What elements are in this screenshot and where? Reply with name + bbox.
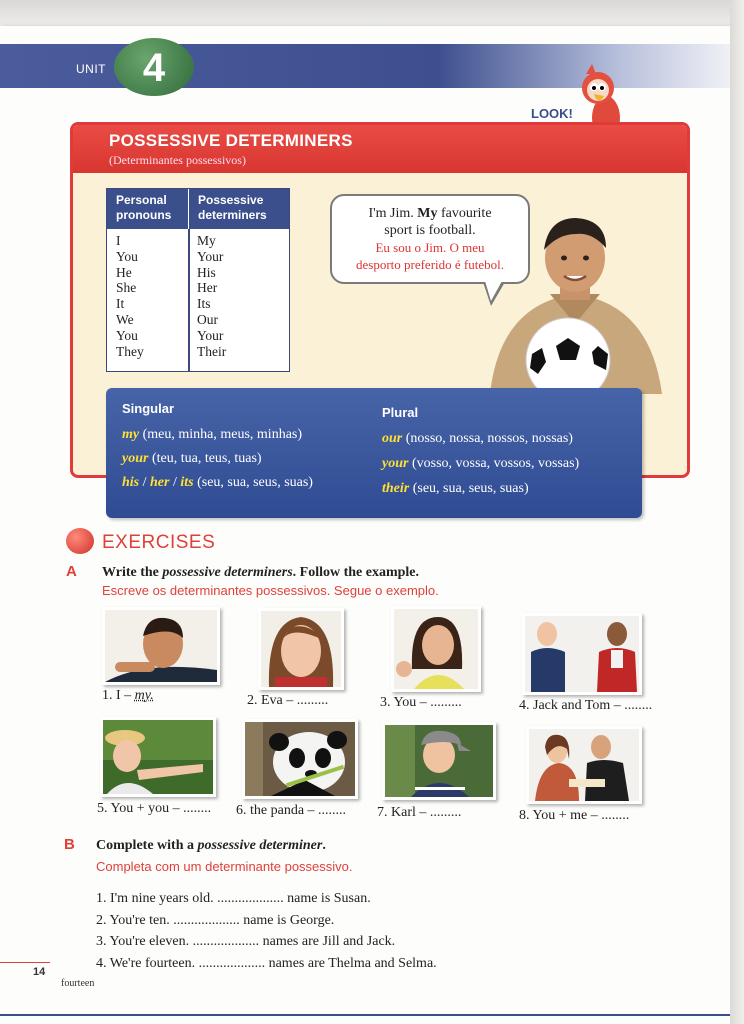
photo-boy-i xyxy=(102,607,220,685)
exercise-b-instruction: Complete with a possessive determiner. xyxy=(96,838,326,853)
item-1: 1. I – my. xyxy=(102,688,154,703)
grammar-title: POSSESSIVE DETERMINERS xyxy=(109,131,353,150)
determiner-cell: Our xyxy=(197,311,218,327)
item-8: 8. You + me – ........ xyxy=(519,808,630,823)
photo-jack-and-tom xyxy=(522,613,642,695)
plural-our-line: our (nosso, nossa, nossos, nossas) xyxy=(382,431,573,446)
plural-their-line: their (seu, sua, seus, suas) xyxy=(382,481,529,496)
determiner-cell: Her xyxy=(197,280,218,296)
unit-number: 4 xyxy=(114,38,194,96)
item-2: 2. Eva – ......... xyxy=(247,693,329,708)
pronoun-cell: We xyxy=(116,311,134,327)
photo-karl xyxy=(382,722,496,800)
sentence-4: 4. We're fourteen. ................... names are Thelma and Selma. xyxy=(96,956,437,971)
exercise-b-instruction-pt: Completa com um determinante possessivo. xyxy=(96,859,353,874)
exercise-a-letter: A xyxy=(66,563,77,580)
pronoun-cell: It xyxy=(116,296,125,312)
determiner-cell: Its xyxy=(197,296,211,312)
table-divider xyxy=(188,229,190,371)
pronoun-table xyxy=(106,188,290,372)
pronoun-cell: I xyxy=(116,233,121,248)
determiner-cell: My xyxy=(197,233,216,248)
table-header-pronouns: Personal pronouns xyxy=(107,189,189,229)
look-label: LOOK! xyxy=(531,106,573,121)
determiner-column xyxy=(197,233,226,359)
determiner-cell: His xyxy=(197,264,216,280)
determiner-cell: Their xyxy=(197,343,227,359)
footer-rule xyxy=(0,962,50,963)
item-7: 7. Karl – ......... xyxy=(377,805,462,820)
photo-panda xyxy=(242,719,358,799)
bubble-english-line1: I'm Jim. My favourite xyxy=(368,206,492,221)
exercise-b-letter: B xyxy=(64,836,75,853)
bubble-portuguese-line1: Eu sou o Jim. O meu xyxy=(375,240,485,255)
determiner-cell: Your xyxy=(197,248,224,264)
pronoun-cell: She xyxy=(116,280,137,296)
grammar-header xyxy=(73,125,687,173)
boy-with-football-image xyxy=(480,214,670,404)
determiner-cell: Your xyxy=(197,327,224,343)
plural-your-line: your (vosso, vossa, vossos, vossas) xyxy=(382,456,580,471)
bottom-rule xyxy=(0,1014,730,1016)
unit-label: UNIT xyxy=(76,62,106,76)
page-number: 14 xyxy=(33,966,46,978)
photo-girl-eva xyxy=(258,608,344,690)
bubble-english-line2: sport is football. xyxy=(384,223,476,238)
item-5: 5. You + you – ........ xyxy=(97,801,212,816)
bubble-portuguese-line2: desporto preferido é futebol. xyxy=(355,257,504,272)
photo-child-pointing xyxy=(100,717,216,797)
table-header-determiners: Possessive determiners xyxy=(189,189,289,229)
sentence-3: 3. You're eleven. ................... names are Jill and Jack. xyxy=(96,934,396,949)
sentence-1: 1. I'm nine years old. ................... name is Susan. xyxy=(96,891,371,906)
plural-heading: Plural xyxy=(382,405,419,420)
singular-his-her-its-line: his / her / its (seu, sua, seus, suas) xyxy=(122,475,313,490)
grammar-subtitle: (Determinantes possessivos) xyxy=(109,153,246,167)
singular-your-line: your (teu, tua, teus, tuas) xyxy=(122,451,262,466)
exercises-bullet-icon xyxy=(66,528,94,554)
top-margin xyxy=(0,0,744,28)
sentence-2: 2. You're ten. ................... name is George. xyxy=(96,913,335,928)
exercise-a-instruction-pt: Escreve os determinantes possessivos. Segue o exemplo. xyxy=(102,583,439,598)
pronoun-cell: They xyxy=(116,343,144,359)
singular-heading: Singular xyxy=(122,401,175,416)
exercise-a-instruction: Write the possessive determiners. Follow the example. xyxy=(102,565,420,580)
example-answer: my. xyxy=(134,688,154,703)
photo-couple xyxy=(526,726,642,804)
photo-girl-you xyxy=(391,606,481,692)
page-edge xyxy=(730,0,744,1024)
singular-my-line: my (meu, minha, meus, minhas) xyxy=(122,427,303,442)
page-word: fourteen xyxy=(61,978,95,989)
pronoun-cell: You xyxy=(116,248,138,264)
pronoun-column xyxy=(116,233,144,359)
singular-plural-box xyxy=(106,388,642,518)
item-4: 4. Jack and Tom – ........ xyxy=(519,698,653,713)
item-6: 6. the panda – ........ xyxy=(236,803,347,818)
item-3: 3. You – ......... xyxy=(380,695,462,710)
exercises-title: EXERCISES xyxy=(102,532,216,553)
pronoun-cell: He xyxy=(116,264,132,280)
pronoun-cell: You xyxy=(116,327,138,343)
